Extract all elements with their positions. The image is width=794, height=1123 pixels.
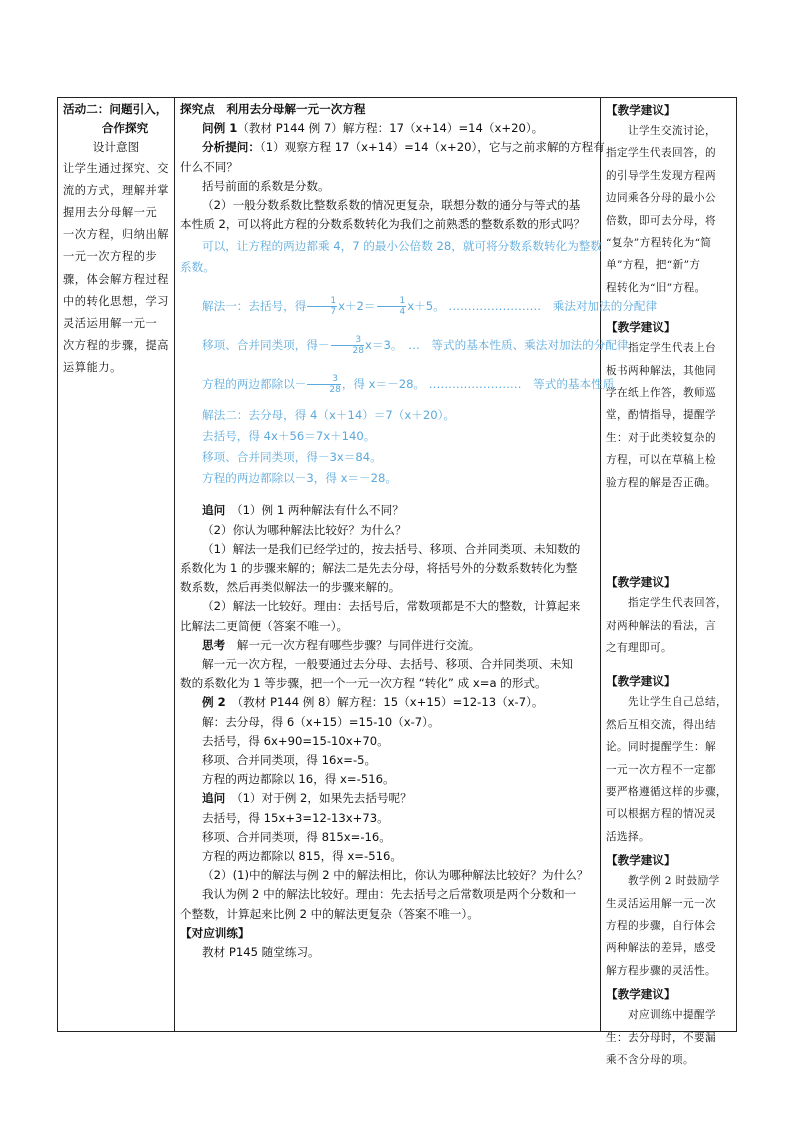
design-intent-text	[63, 158, 169, 380]
answer-text: 系数化为 1 的步骤来解的；解法二是先去分母，将括号外的分数系数转化为整	[180, 561, 578, 576]
design-line: 骤，体会解方程过程	[63, 272, 170, 286]
answer-line: 系数。	[180, 260, 215, 275]
answer-text: 数系数，然后再类似解法一的步骤来解的。	[180, 580, 401, 595]
analysis-text: （1）观察方程 17（x+14）=14（x+20），它与之前求解的方程有	[259, 140, 605, 155]
suggestion-text: 指定学生代表回答， 对两种解法的看法，言 之有理即可。	[606, 597, 727, 654]
design-line: 灵活运用解一元一	[63, 317, 158, 331]
activity-title: 活动二：问题引入，	[63, 102, 168, 116]
think-text: 解一元一次方程有哪些步骤？与同伴进行交流。	[225, 637, 481, 652]
fraction: $\frac{3}{28}$	[331, 335, 364, 356]
summary-text: 数的系数化为 1 等步骤，把一个一元一次方程 “转化” 成 x=a 的形式。	[180, 676, 547, 691]
training-label: 【对应训练】	[180, 925, 250, 940]
solution-step: 移项、合并同类项，得 815x=-16。	[202, 829, 391, 844]
design-line: 流的方式，理解并掌	[63, 183, 170, 197]
design-line: 一次方程，归纳出解	[63, 228, 170, 242]
suggestion-text: 让学生交流讨论， 指定学生代表回答，的 的引导学生发现方程两 边同乘各分母的最小公 倍数，即可去分母，将 “复杂”方程转化为“简 单”方程，把“新”方 程转化为“旧”方程。	[606, 125, 716, 294]
method2-step3: 移项、合并同类项，得－3x＝84。	[202, 450, 382, 465]
answer-text: 个整数，计算起来比例 2 中的解法更复杂（答案不唯一）。	[180, 906, 479, 921]
suggestion-text: 对应训练中提醒学 生：去分母时，不要漏 乘不含分母的项。	[606, 1009, 716, 1066]
method2-step4: 方程的两边都除以－3，得 x＝－28。	[202, 471, 397, 486]
analysis-label: 分析提问：	[202, 140, 260, 155]
followup-text: （2）你认为哪种解法比较好？为什么？	[202, 522, 407, 537]
answer-line: 可以，让方程的两边都乘 4，7 的最小公倍数 28，就可将分数系数转化为整数	[202, 239, 602, 254]
suggestion-text: 指定学生代表上台 板书两种解法，其他同 学在纸上作答，教师巡 堂，酌情指导，提醒学 生：对于此类较复杂的 方程，可以在草稿上检 验方程的解是否正确。	[606, 342, 716, 489]
design-line: 次方程的步骤，提高	[63, 339, 170, 353]
suggestion-heading: 【教学建议】	[606, 103, 676, 117]
suggestion-text: 先让学生自己总结， 然后互相交流，得出结 论。同时提醒学生：解 一元一次方程不一定都 要严格遵循这样的步骤， 可以根据方程的情况灵 活选择。	[606, 696, 727, 843]
reason-text: 等式的基本性质	[533, 377, 615, 392]
suggestion-heading: 【教学建议】	[606, 674, 676, 689]
activity-subtitle: 合作探究	[101, 121, 149, 136]
design-intent-title: 设计意图	[92, 140, 140, 155]
analysis-text-cont: 什么不同？	[180, 159, 238, 174]
followup-label: 追问	[202, 503, 226, 518]
solution-step: 解：去分母，得 6（x+15）=15-10（x-7）。	[202, 714, 440, 729]
answer-text: 我认为例 2 中的解法比较好。理由：先去括号之后常数项是两个分数和一	[202, 887, 577, 902]
suggestion-heading: 【教学建议】	[606, 575, 676, 590]
answer-text: 比解法二更简便（答案不唯一）。	[180, 618, 349, 633]
method1-step1: 解法一：去括号，得 $\frac{1}{7}$ x＋2＝ $\frac{1}{4}$ x＋5。 …………………… 乘法对加法的分配律	[202, 296, 658, 318]
suggestion-heading: 【教学建议】	[606, 853, 676, 868]
example-label: 例 2	[202, 695, 226, 710]
lesson-table	[57, 97, 737, 1066]
example-text: （教材 P144 例 7）解方程：17（x+14）=14（x+20）。	[237, 121, 544, 136]
answer-text: （2）解法一比较好。理由：去括号后，常数项都是不大的整数，计算起来	[202, 599, 581, 614]
method1-step3: 方程的两边都除以－ $\frac{3}{28}$ ，得 x＝－28。 …………………… 等式的基本性质	[202, 374, 615, 396]
example-label: 问例 1	[202, 121, 238, 136]
fraction: $\frac{1}{4}$	[377, 296, 407, 317]
design-line: 中的转化思想，学习	[63, 294, 170, 308]
question-text-cont: 本性质 2，可以将此方程的分数系数转化为我们之前熟悉的整数系数的形式吗？	[180, 217, 586, 232]
solution-step: 去括号，得 15x+3=12-13x+73。	[202, 810, 389, 825]
design-line: 握用去分母解一元	[63, 206, 158, 220]
question-text: （2）一般分数系数比整数系数的情况更复杂，联想分数的通分与等式的基	[202, 198, 581, 213]
solution-step: 方程的两边都除以 16，得 x=-516。	[202, 772, 395, 787]
method2-step1: 解法二：去分母，得 4（x＋14）＝7（x＋20）。	[202, 408, 455, 423]
solution-step: 去括号，得 6x+90=15-10x+70。	[202, 733, 389, 748]
design-line: 运算能力。	[63, 361, 122, 375]
answer-text: 括号前面的系数是分数。	[202, 178, 330, 193]
followup-text: （2）(1)中的解法与例 2 中的解法相比，你认为哪种解法比较好？为什么？	[202, 868, 589, 883]
left-column	[58, 98, 174, 1031]
method1-step2: 移项、合并同类项，得－ $\frac{3}{28}$ x＝3。 … 等式的基本性质、乘法对加法的分配律	[202, 335, 629, 357]
followup-label: 追问	[202, 791, 226, 806]
example-text: （教材 P144 例 8）解方程：15（x+15）=12-13（x-7）。	[225, 695, 544, 710]
followup-text: （1）例 1 两种解法有什么不同？	[225, 503, 404, 518]
design-line: 让学生通过探究、交	[63, 161, 170, 175]
think-label: 思考	[202, 637, 226, 652]
section-heading: 探究点 利用去分母解一元一次方程	[180, 102, 366, 116]
fraction: $\frac{3}{28}$	[307, 374, 340, 395]
fraction: $\frac{1}{7}$	[307, 296, 337, 317]
training-text: 教材 P145 随堂练习。	[202, 945, 320, 960]
suggestion-heading: 【教学建议】	[606, 320, 676, 335]
method2-step2: 去括号，得 4x＋56＝7x＋140。	[202, 429, 376, 444]
solution-step: 方程的两边都除以 815，得 x=-516。	[202, 849, 402, 864]
followup-text: （1）对于例 2，如果先去括号呢？	[225, 791, 412, 806]
design-line: 一元一次方程的步	[63, 250, 158, 264]
suggestion-column	[600, 98, 738, 1066]
answer-text: （1）解法一是我们已经学过的，按去括号、移项、合并同类项、未知数的	[202, 541, 581, 556]
reason-text: 乘法对加法的分配律	[552, 299, 658, 314]
suggestion-heading: 【教学建议】	[606, 987, 676, 1002]
solution-step: 移项、合并同类项，得 16x=-5。	[202, 753, 377, 768]
suggestion-text: 教学例 2 时鼓励学 生灵活运用解一元一次 方程的步骤，自行体会 两种解法的差异，感受 解方程步骤的灵活性。	[606, 875, 720, 977]
summary-text: 解一元一次方程，一般要通过去分母、去括号、移项、合并同类项、未知	[202, 657, 574, 672]
